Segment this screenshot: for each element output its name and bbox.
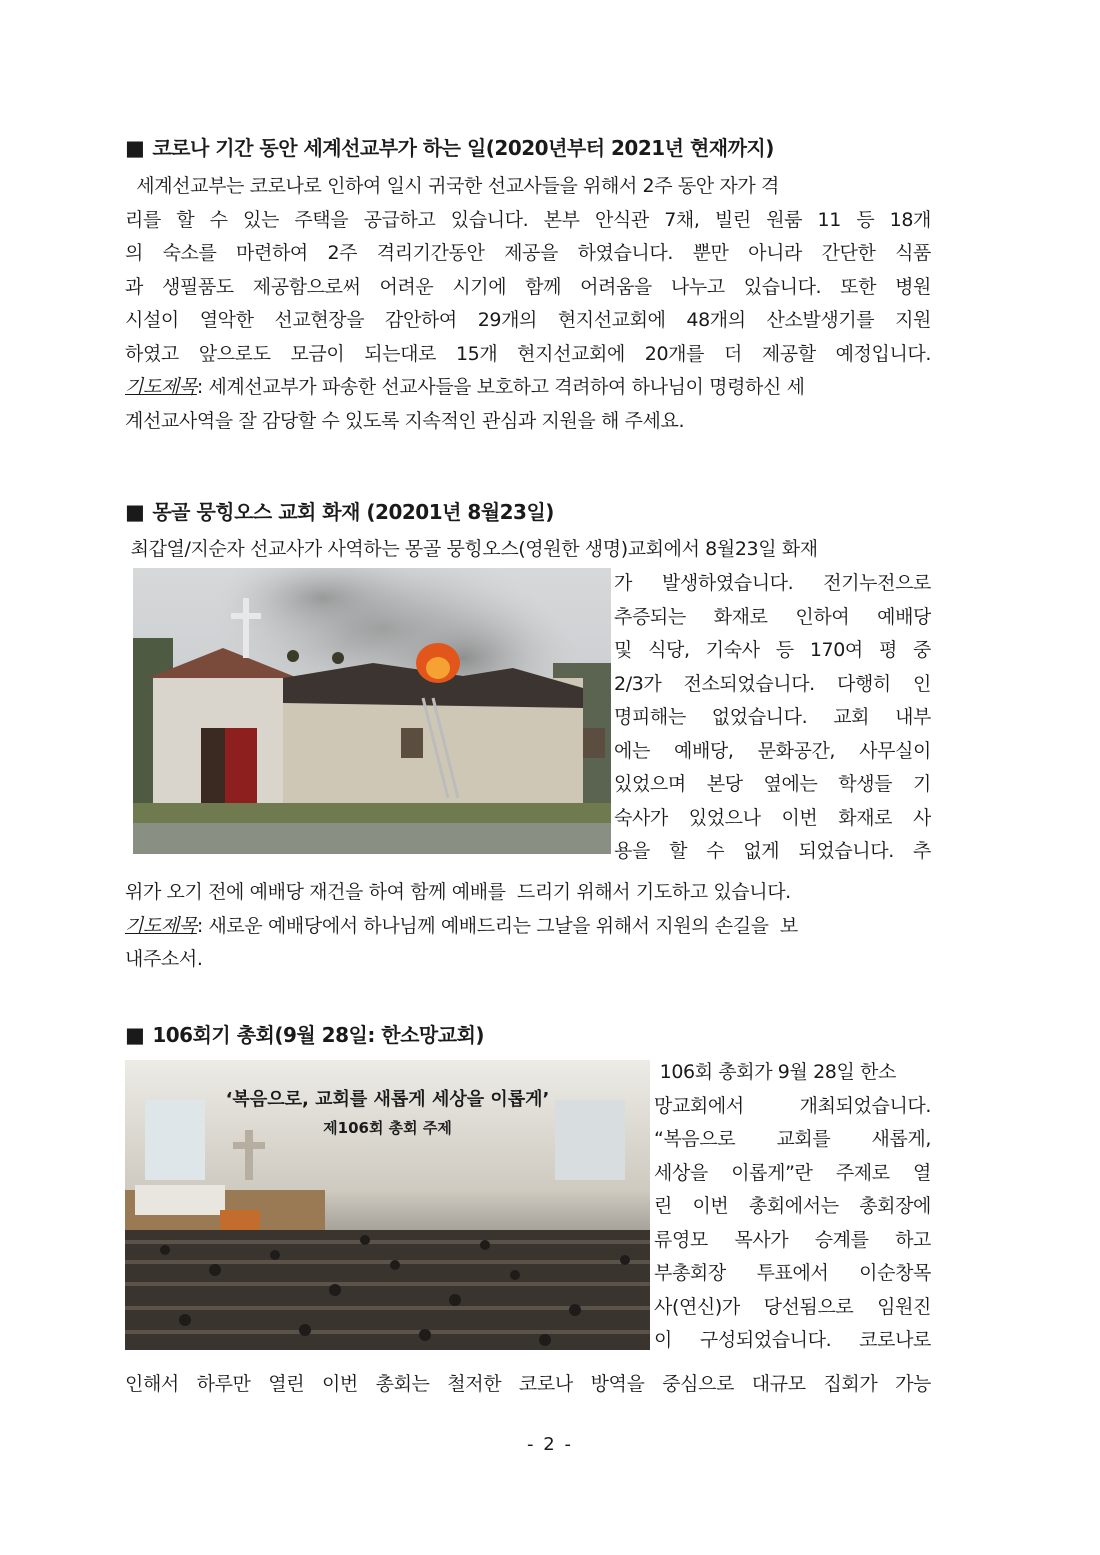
prayer-line: 내주소서. (125, 948, 203, 970)
paragraph-line: 리를 할 수 있는 주택을 공급하고 있습니다. 본부 안식관 7채, 빌린 원룸 11 등 18개 (125, 208, 931, 231)
square-bullet-icon: ■ (125, 136, 145, 160)
paragraph-line: 106회 총회가 9월 28일 한소 (654, 1061, 896, 1083)
paragraph-line: 부총회장 투표에서 이순창목 (654, 1262, 931, 1284)
paragraph-line: 세상을 이롭게”란 주제로 열 (654, 1161, 931, 1184)
paragraph-line: 및 식당, 기숙사 등 170여 평 중 (614, 639, 931, 661)
paragraph-line: 하였고 앞으로도 모금이 되는대로 15개 현지선교회에 20개를 더 제공할 예정입니다. (125, 342, 931, 365)
section-heading-fire: ■ 몽골 뭉힝오스 교회 화재 (20201년 8월23일) (125, 500, 554, 524)
section-heading-assembly: ■ 106회기 총회(9월 28일: 한소망교회) (125, 1023, 485, 1047)
paragraph-line: “복음으로 교회를 새롭게, (654, 1128, 931, 1150)
paragraph-line: 의 숙소를 마련하여 2주 격리기간동안 제공을 하였습니다. 뿐만 아니라 간단한 식품 (125, 242, 931, 264)
paragraph-line: 사(연신)가 당선됨으로 임원진 (654, 1295, 931, 1318)
paragraph-line: 류영모 목사가 승계를 하고 (654, 1228, 931, 1251)
prayer-line: 기도제목: 새로운 예배당에서 하나님께 예배드리는 그날을 위해서 지원의 손길을 보 (125, 914, 798, 937)
photo-caption-sub: 제106회 총회 주제 (323, 1119, 452, 1137)
paragraph-line: 과 생필품도 제공함으로써 어려운 시기에 함께 어려움을 나누고 있습니다. 또한 병원 (125, 275, 931, 298)
assembly-side-text (654, 1056, 931, 1358)
paragraph-line: 인해서 하루만 열린 이번 총회는 철저한 코로나 방역을 중심으로 대규모 집회가 가능 (125, 1373, 931, 1395)
church-fire-photo (133, 568, 611, 854)
paragraph-line: 시설이 열악한 선교현장을 감안하여 29개의 현지선교회에 48개의 산소발생기를 지원 (125, 309, 931, 331)
prayer-line: 기도제목: 세계선교부가 파송한 선교사들을 보호하고 격려하여 하나님이 명령하신 세 (125, 376, 805, 398)
fire-side-text (614, 567, 931, 869)
prayer-label: 기도제목 (125, 914, 197, 937)
paragraph-line: 숙사가 있었으나 이번 화재로 사 (614, 806, 931, 829)
prayer-line: 계선교사역을 잘 감당할 수 있도록 지속적인 관심과 지원을 해 주세요. (125, 409, 685, 432)
paragraph-line: 린 이번 총회에서는 총회장에 (654, 1195, 931, 1217)
page-number: - 2 - (527, 1434, 573, 1455)
section-heading-covid: ■ 코로나 기간 동안 세계선교부가 하는 일(2020년부터 2021년 현재까지) (125, 136, 774, 160)
paragraph-line: 있었으며 본당 옆에는 학생들 기 (614, 773, 931, 795)
paragraph-line: 명피해는 없었습니다. 교회 내부 (614, 706, 931, 728)
assembly-photo (125, 1060, 650, 1350)
paragraph-line: 용을 할 수 없게 되었습니다. 추 (614, 840, 931, 862)
paragraph-line: 추증되는 화재로 인하여 예배당 (614, 605, 931, 628)
paragraph-line: 가 발생하였습니다. 전기누전으로 (614, 572, 931, 594)
church-fire-image (133, 568, 611, 854)
paragraph-line: 에는 예배당, 문화공간, 사무실이 (614, 739, 931, 762)
paragraph-line: 위가 오기 전에 예배당 재건을 하여 함께 예배를 드리기 위해서 기도하고 있습니다. (125, 881, 791, 903)
square-bullet-icon: ■ (125, 1023, 145, 1047)
paragraph-line: 세계선교부는 코로나로 인하여 일시 귀국한 선교사들을 위해서 2주 동안 자가 격 (125, 175, 779, 197)
paragraph-line: 2/3가 전소되었습니다. 다행히 인 (614, 672, 931, 695)
paragraph-line: 이 구성되었습니다. 코로나로 (654, 1329, 931, 1351)
section-body-covid (125, 170, 931, 438)
paragraph-line: 망교회에서 개최되었습니다. (654, 1094, 931, 1117)
photo-caption-main: ‘복음으로, 교회를 새롭게 세상을 이롭게’ (225, 1089, 550, 1110)
fire-first-line: 최갑열/지순자 선교사가 사역하는 몽골 뭉힝오스(영원한 생명)교회에서 8월23일 화재 (125, 538, 818, 560)
fire-after-text (125, 876, 931, 977)
assembly-after-text (125, 1368, 931, 1402)
square-bullet-icon: ■ (125, 500, 145, 524)
prayer-label: 기도제목 (125, 376, 197, 398)
